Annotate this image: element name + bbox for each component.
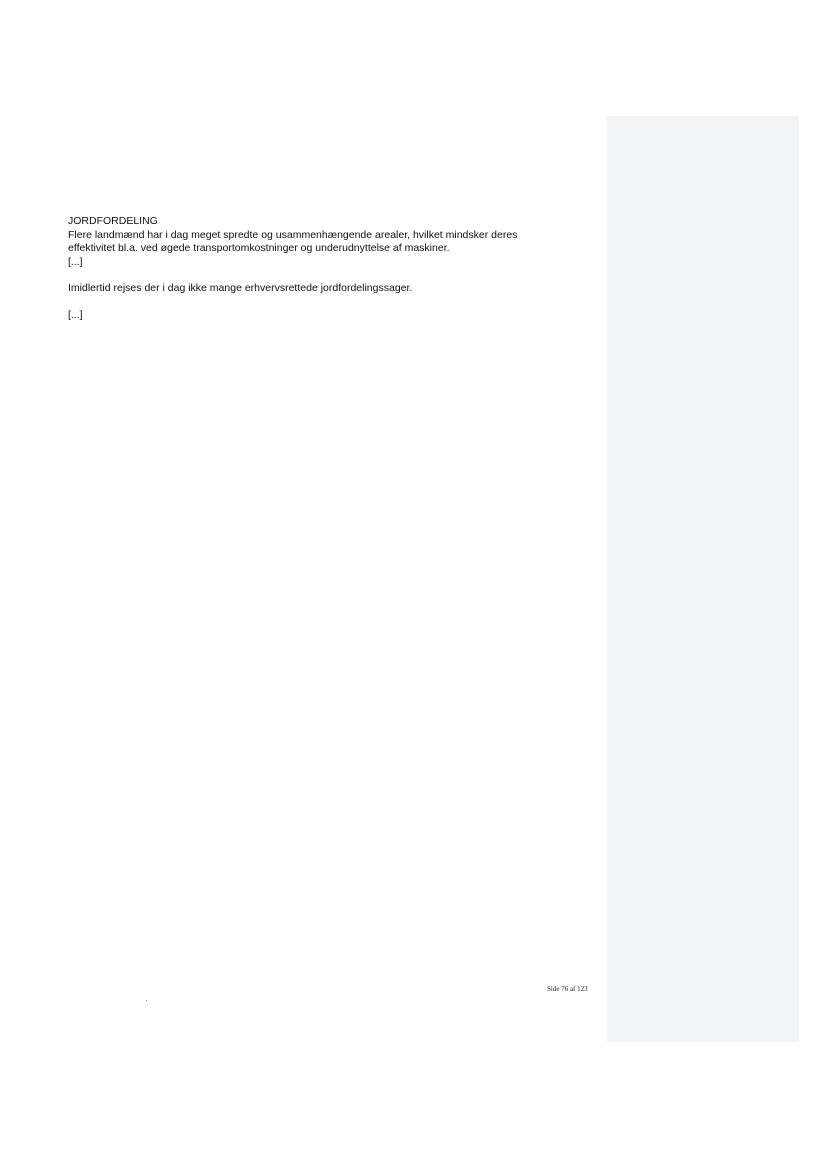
paragraph-1-line-1: Flere landmænd har i dag meget spredte og usammenhængende arealer, hvilket mindsker deres <box>68 228 518 241</box>
scan-speck <box>146 1000 147 1001</box>
scanned-margin-shade <box>607 116 799 1042</box>
section-heading: JORDFORDELING <box>68 215 158 227</box>
document-body <box>68 215 568 322</box>
paragraph-2: Imidlertid rejses der i dag ikke mange erhvervsrettede jordfordelingssager. <box>68 282 413 294</box>
omission-marker-1: [...] <box>68 255 83 268</box>
paragraph-1-line-2: effektivitet bl.a. ved øgede transportomkostninger og underudnyttelse af maskiner. <box>68 242 450 254</box>
omission-marker-2: [...] <box>68 308 83 321</box>
page-number: Side 76 af 123 <box>547 985 588 993</box>
